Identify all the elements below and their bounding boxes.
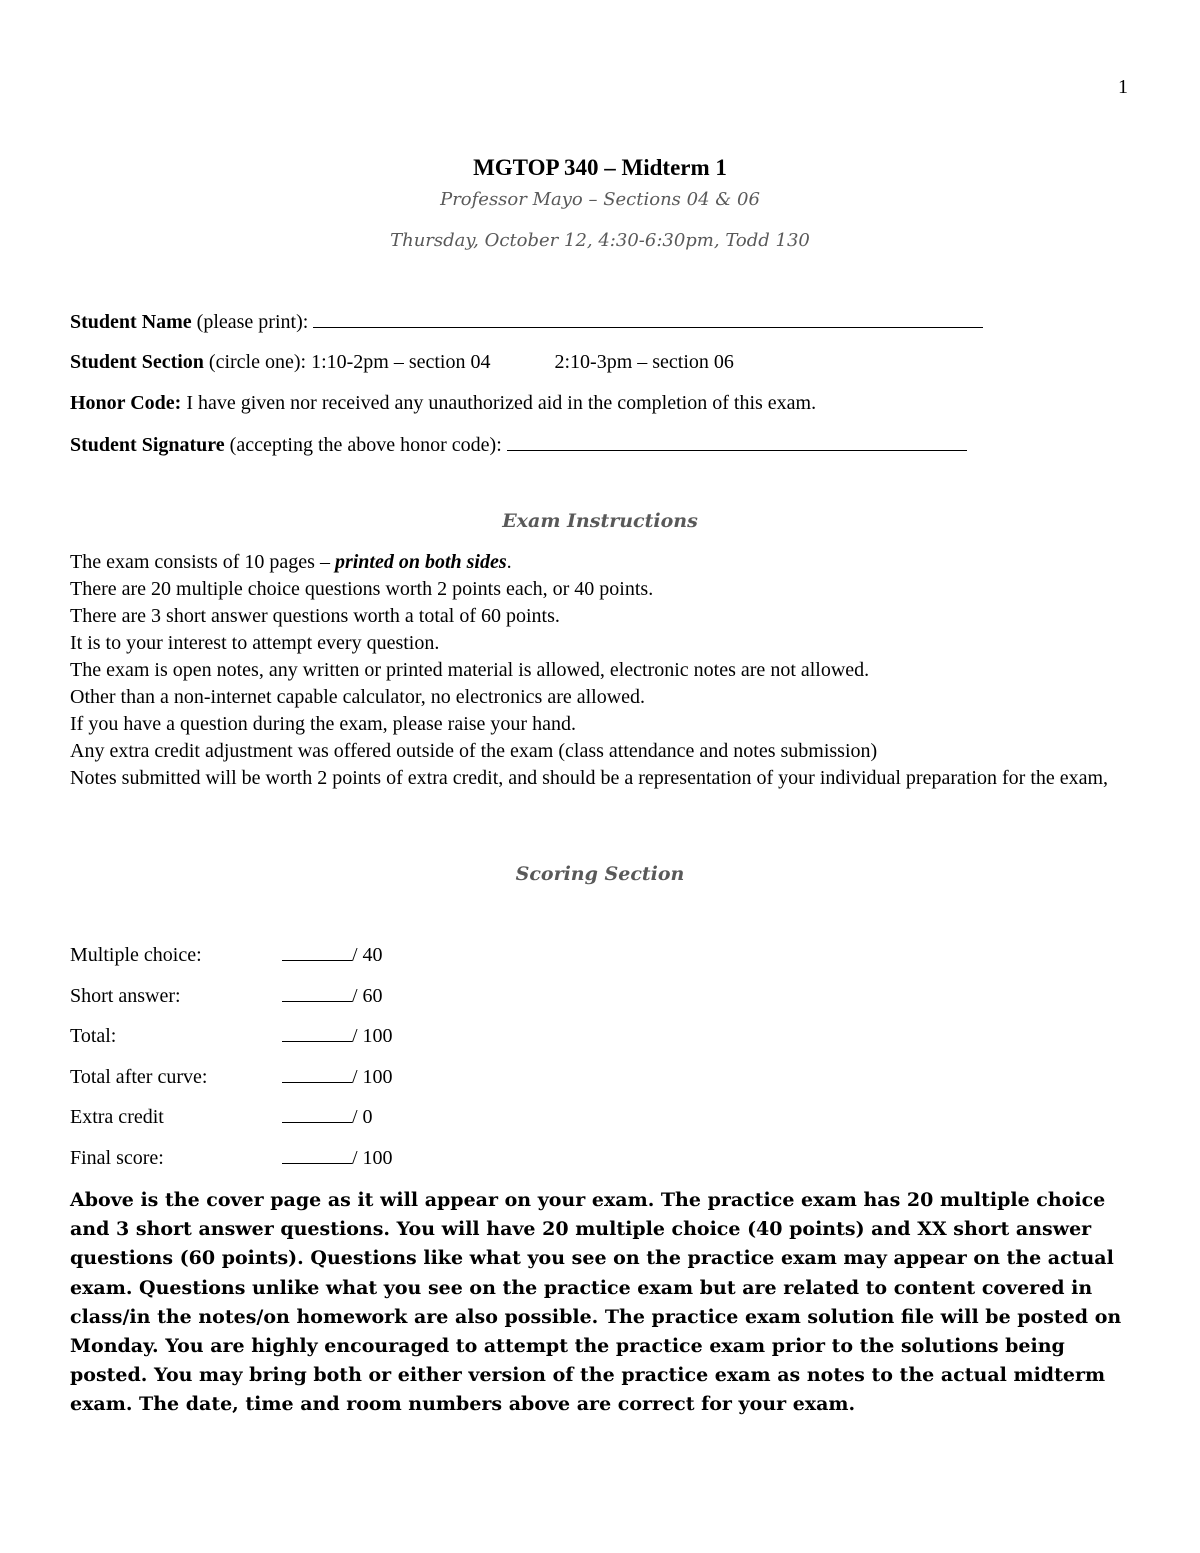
instruction-paragraph: Notes submitted will be worth 2 points of extra credit, and should be a representation of your individual preparation for the exam,	[70, 767, 1109, 789]
honor-code-row	[70, 391, 1130, 432]
score-blank	[282, 1023, 352, 1042]
score-row	[70, 942, 393, 983]
score-max: / 60	[352, 984, 383, 1007]
honor-code-text: I have given nor received any unauthorized aid in the completion of this exam.	[181, 392, 817, 414]
student-section-row	[70, 350, 1130, 391]
instruction-text: The exam consists of 10 pages –	[70, 551, 335, 573]
exam-instructions	[70, 549, 1128, 792]
score-blank	[282, 1104, 352, 1123]
student-name-label: Student Name	[70, 311, 192, 333]
score-blank	[282, 1145, 352, 1164]
score-row	[70, 1104, 393, 1145]
instruction-line: Other than a non-internet capable calculator, no electronics are allowed.	[70, 686, 646, 708]
section-option-04[interactable]: (circle one): 1:10-2pm – section 04	[203, 351, 491, 373]
score-blank	[282, 1064, 352, 1083]
exam-title: MGTOP 340 – Midterm 1	[473, 155, 727, 180]
student-name-field[interactable]	[313, 309, 983, 328]
score-label: Extra credit	[70, 1106, 164, 1129]
student-name-row	[70, 309, 1130, 350]
student-name-hint: (please print):	[191, 311, 314, 333]
score-max: / 100	[352, 1025, 393, 1048]
student-signature-field[interactable]	[507, 432, 967, 451]
honor-code-label: Honor Code:	[70, 392, 182, 414]
score-label: Short answer:	[70, 984, 181, 1007]
score-row	[70, 1023, 393, 1064]
instruction-line: It is to your interest to attempt every question.	[70, 632, 440, 654]
student-signature-row	[70, 432, 1130, 473]
section-option-06[interactable]: 2:10-3pm – section 06	[554, 351, 734, 373]
professor-sections: Professor Mayo – Sections 04 & 06	[440, 189, 760, 210]
page-number: 1	[1118, 76, 1128, 98]
score-max: / 0	[352, 1106, 373, 1129]
instruction-line	[70, 549, 1128, 576]
score-label: Total after curve:	[70, 1065, 208, 1088]
student-info	[70, 309, 1130, 473]
instruction-text: .	[506, 551, 512, 573]
student-signature-hint: (accepting the above honor code):	[224, 434, 507, 456]
score-blank	[282, 942, 352, 961]
score-row	[70, 983, 393, 1024]
score-blank	[282, 983, 352, 1002]
score-label: Total:	[70, 1025, 117, 1048]
instruction-line: Any extra credit adjustment was offered outside of the exam (class attendance and notes submission)	[70, 740, 878, 762]
score-label: Final score:	[70, 1146, 164, 1169]
score-max: / 100	[352, 1065, 393, 1088]
score-row	[70, 1064, 393, 1105]
score-max: / 100	[352, 1146, 393, 1169]
scoring-table	[70, 942, 393, 1186]
instruction-line: If you have a question during the exam, please raise your hand.	[70, 713, 576, 735]
score-label: Multiple choice:	[70, 944, 202, 966]
practice-exam-note: Above is the cover page as it will appear on your exam. The practice exam has 20 multiple choice and 3 short answer questions. You will have 20 multiple choice (40 points) and XX short answer questions (60 points). Questions like what you see on the practice exam may appear on the actual exam. Questions unlike what you see on the practice exam but are related to content covered in class/in the notes/on homework are also possible. The practice exam solution file will be posted on Monday. You are highly encouraged to attempt the practice exam prior to the solutions being posted. You may bring both or either version of the practice exam as notes to the actual midterm exam. The date, time and room numbers above are correct for your exam.	[70, 1189, 1122, 1416]
student-signature-label: Student Signature	[70, 434, 225, 456]
exam-date-location: Thursday, October 12, 4:30-6:30pm, Todd 130	[390, 230, 810, 251]
student-section-label: Student Section	[70, 351, 204, 373]
printed-both-sides: printed on both sides	[334, 551, 507, 573]
exam-header	[0, 155, 1200, 251]
exam-instructions-heading: Exam Instructions	[502, 510, 698, 532]
score-row	[70, 1145, 393, 1186]
instruction-line: There are 20 multiple choice questions worth 2 points each, or 40 points.	[70, 578, 654, 600]
scoring-section-heading: Scoring Section	[515, 863, 685, 885]
score-max: / 40	[352, 944, 383, 966]
instruction-line: The exam is open notes, any written or printed material is allowed, electronic notes are not allowed.	[70, 659, 870, 681]
instruction-line: There are 3 short answer questions worth a total of 60 points.	[70, 605, 560, 627]
